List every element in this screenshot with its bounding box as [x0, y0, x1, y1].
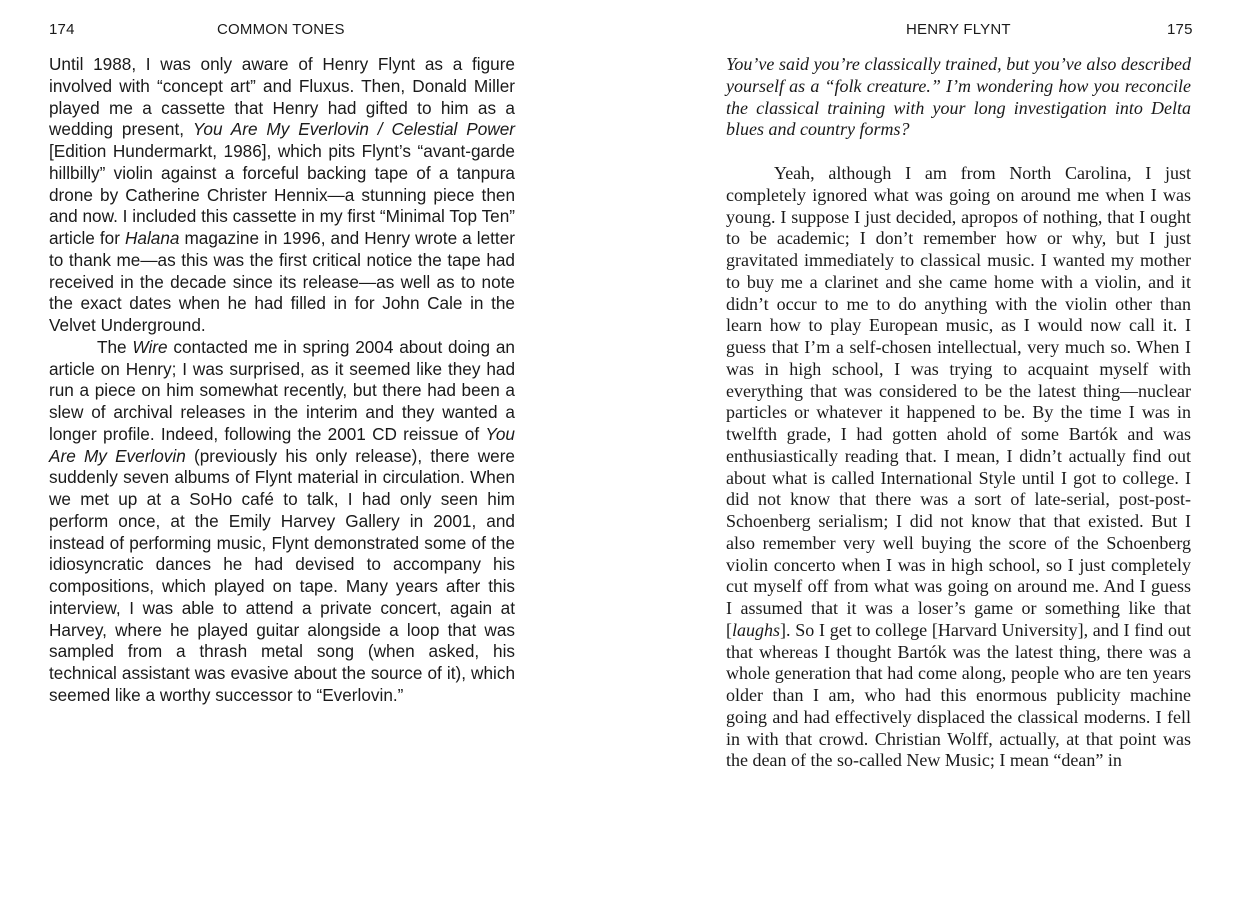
- left-page: [0, 0, 600, 912]
- italic-title: Wire: [132, 336, 168, 357]
- interview-question: [726, 54, 1191, 141]
- paragraph: [49, 337, 515, 707]
- right-page: [620, 0, 1239, 912]
- question-text: You’ve said you’re classically trained, but you’ve also described yourself as a “folk creature.” I’m wondering how you reconcile the classical training with your long investigation into Delta blues and country forms?: [726, 54, 1191, 140]
- running-head: HENRY FLYNT: [906, 21, 1011, 38]
- italic-title: You Are My Everlovin / Celestial Power: [192, 119, 515, 140]
- page-number: 175: [1167, 21, 1193, 38]
- paragraph: [726, 163, 1191, 772]
- text-run: contacted me in spring 2004 about doing an article on Henry; I was surprised, as it seemed like they had run a piece on him somewhat recently, but there had been a slew of archival releases in the interim and they wanted a longer profile. Indeed, following the 2001 CD reissue of: [49, 336, 515, 444]
- text-run: magazine in 1996, and Henry wrote a letter to thank me—as this was the first critical notice the tape had received in the decade since its release—as well as to note the exact dates when he had filled in for John Cale in the Velvet Underground.: [49, 228, 515, 335]
- text-run: Yeah, although I am from North Carolina, I just completely ignored what was going on around me when I was young. I suppose I just decided, apropos of nothing, that I ought to be academic; I don’t remember how or why, but I just gravitated immediately to classical music. I wanted my mother to buy me a clarinet and she came home with a violin, and it didn’t occur to me to do anything with the violin other than learn how to play European music, as I would now call it. I guess that I’m a self-chosen intellectual, very much so. When I was in high school, I was trying to acquaint myself with everything that was considered to be the latest thing—nuclear particles or whatever it happened to be. By the time I was in twelfth grade, I had gotten ahold of some Bartók and was enthusiastically reading that. I mean, I didn’t actually find out about what is called International Style until I got to college. I did not know that there was a sort of late-serial, post-post-Schoenberg serialism; I did not know that that existed. But I also remember very well buying the score of the Schoenberg violin concerto when I was in high school, so I just completely cut myself off from what was going on around me. And I guess I assumed that it was a loser’s game or something like that [: [726, 163, 1191, 640]
- left-body-text: [49, 54, 515, 707]
- page-number: 174: [49, 21, 75, 38]
- text-run: (previously his only release), there were suddenly seven albums of Flynt material in circulation. When we met up at a SoHo café to talk, I had only seen him perform once, at the Emily Harvey Gallery in 2001, and instead of performing music, Flynt demonstrated some of the idiosyncratic dances he had devised to accompany his compositions, which played on tape. Many years after this interview, I was able to attend a private concert, again at Harvey, where he played guitar alongside a loop that was sampled from a thrash metal song (when asked, his technical assistant was evasive about the source of it), which seemed like a worthy successor to “Everlovin.”: [49, 445, 515, 705]
- text-run: The: [97, 336, 133, 357]
- italic-title: You Are My Everlovin: [49, 423, 515, 466]
- paragraph: [49, 54, 515, 337]
- text-run: [Edition Hundermarkt, 1986], which pits Flynt’s “avant-garde hillbilly” violin against a forceful backing tape of a tanpura drone by Catherine Christer Hennix—a stunning piece then and now. I included this cassette in my first “Minimal Top Ten” article for: [49, 141, 515, 248]
- text-run: Until 1988, I was only aware of Henry Flynt as a figure involved with “concept art” and Fluxus. Then, Donald Miller played me a cassette that Henry had gifted to him as a wedding present,: [49, 54, 515, 140]
- running-head: COMMON TONES: [217, 21, 345, 38]
- italic-title: Halana: [124, 228, 180, 248]
- text-run: ]. So I get to college [Harvard University], and I find out that whereas I thought Bartók was the latest thing, there was a whole generation that had come along, people who are ten years older than I am, who had this enormous publicity machine going and had effectively displaced the classical moderns. I fell in with that crowd. Christian Wolff, actually, at that point was the dean of the so-called New Music; I mean “dean” in: [726, 619, 1191, 771]
- italic-aside: laughs: [732, 619, 781, 640]
- interview-answer: [726, 163, 1191, 772]
